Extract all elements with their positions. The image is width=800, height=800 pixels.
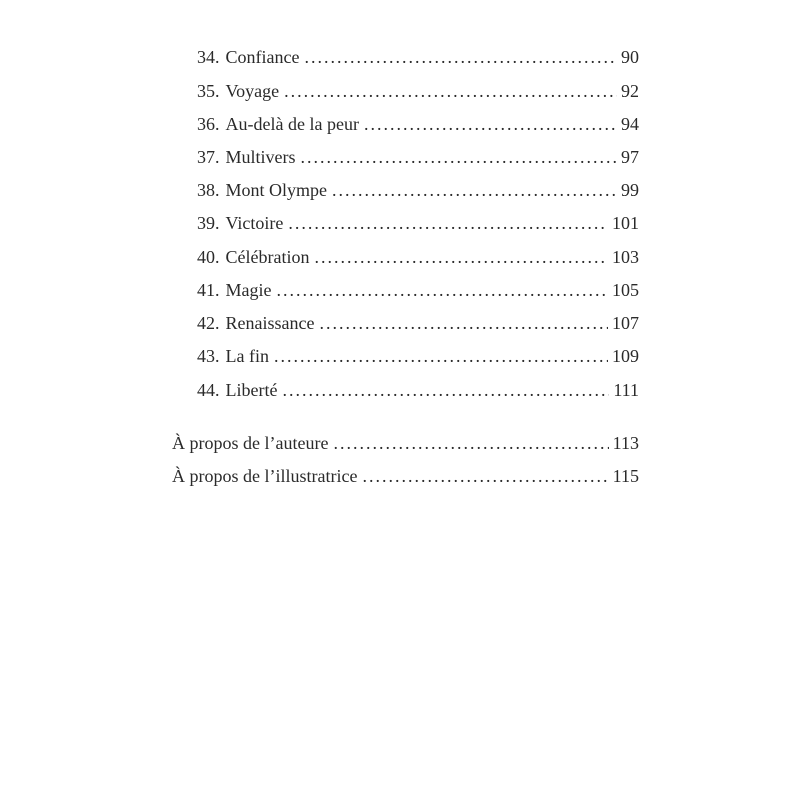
chapter-title: La fin — [225, 346, 269, 366]
dot-leader — [304, 46, 617, 68]
dot-leader — [362, 465, 608, 487]
chapter-title: Voyage — [225, 81, 280, 101]
chapter-number: 34. — [197, 47, 220, 67]
chapter-number: 43. — [197, 346, 220, 366]
toc-entry — [197, 212, 639, 234]
dot-leader — [319, 312, 608, 334]
toc-entry — [197, 312, 639, 334]
toc-entry-about-illustrator — [172, 465, 639, 487]
page-number: 97 — [621, 147, 639, 167]
page-number: 109 — [612, 346, 639, 366]
page-number: 103 — [612, 247, 639, 267]
page-number: 115 — [612, 466, 639, 486]
toc-entry — [197, 246, 639, 268]
toc-entry-about-author — [172, 432, 639, 454]
dot-leader — [274, 345, 608, 367]
page-number: 107 — [612, 313, 639, 333]
toc-entry — [197, 345, 639, 367]
chapter-number: 40. — [197, 247, 220, 267]
dot-leader — [333, 432, 608, 454]
chapter-title: Célébration — [225, 247, 310, 267]
dot-leader — [284, 80, 617, 102]
chapter-number: 38. — [197, 180, 220, 200]
page-number: 90 — [621, 47, 639, 67]
toc-entry — [197, 279, 639, 301]
entry-title: À propos de l’illustratrice — [172, 466, 358, 486]
dot-leader — [288, 212, 608, 234]
chapter-title: Victoire — [225, 213, 284, 233]
chapter-title: Au-delà de la peur — [225, 114, 359, 134]
dot-leader — [301, 146, 618, 168]
dot-leader — [332, 179, 617, 201]
dot-leader — [364, 113, 617, 135]
chapter-number: 35. — [197, 81, 220, 101]
chapter-title: Renaissance — [225, 313, 315, 333]
chapter-number: 37. — [197, 147, 220, 167]
chapter-title: Multivers — [225, 147, 296, 167]
chapter-title: Magie — [225, 280, 272, 300]
chapter-title: Confiance — [225, 47, 300, 67]
page-number: 105 — [612, 280, 639, 300]
toc-entry — [197, 179, 639, 201]
page-number: 113 — [612, 433, 639, 453]
chapter-number: 42. — [197, 313, 220, 333]
dot-leader — [314, 246, 608, 268]
chapter-number: 36. — [197, 114, 220, 134]
toc-entry — [197, 113, 639, 135]
page-number: 111 — [613, 380, 639, 400]
toc-entry — [197, 80, 639, 102]
chapter-number: 41. — [197, 280, 220, 300]
chapter-title: Liberté — [225, 380, 278, 400]
page-number: 94 — [621, 114, 639, 134]
dot-leader — [282, 379, 609, 401]
chapter-title: Mont Olympe — [225, 180, 327, 200]
toc-entry — [197, 46, 639, 68]
toc-entry — [197, 146, 639, 168]
entry-title: À propos de l’auteure — [172, 433, 329, 453]
chapter-number: 44. — [197, 380, 220, 400]
page-number: 99 — [621, 180, 639, 200]
dot-leader — [276, 279, 608, 301]
page-number: 92 — [621, 81, 639, 101]
page-number: 101 — [612, 213, 639, 233]
chapter-number: 39. — [197, 213, 220, 233]
toc-entry — [197, 379, 639, 401]
